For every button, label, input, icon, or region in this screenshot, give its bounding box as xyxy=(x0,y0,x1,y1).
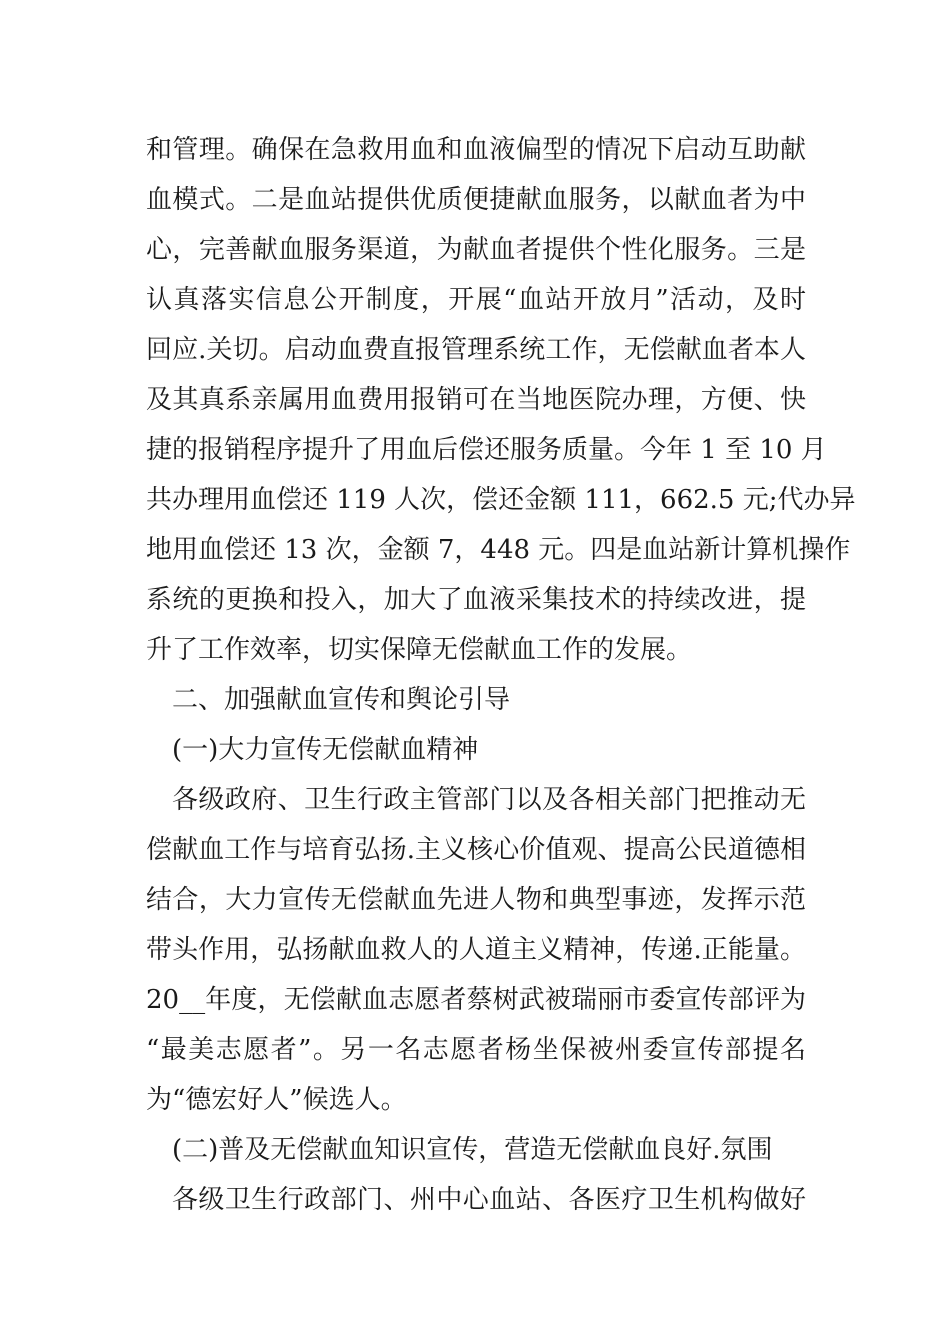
paragraph-line: 系统的更换和投入，加大了血液采集技术的持续改进，提 xyxy=(146,585,806,615)
paragraph-line: 共办理用血偿还 119 人次，偿还金额 111，662.5 元;代办异 xyxy=(146,485,856,515)
paragraph-line: 心，完善献血服务渠道，为献血者提供个性化服务。三是 xyxy=(146,235,806,265)
paragraph-line: 带头作用，弘扬献血救人的人道主义精神，传递.正能量。 xyxy=(146,935,806,965)
paragraph-line: 升了工作效率，切实保障无偿献血工作的发展。 xyxy=(146,635,693,665)
paragraph-line: 地用血偿还 13 次，金额 7，448 元。四是血站新计算机操作 xyxy=(146,535,851,565)
paragraph-line: 各级卫生行政部门、州中心血站、各医疗卫生机构做好 xyxy=(172,1185,806,1215)
paragraph-line: 20__年度，无偿献血志愿者蔡树武被瑞丽市委宣传部评为 xyxy=(146,985,806,1015)
subsection-heading: (二)普及无偿献血知识宣传，营造无偿献血良好.氛围 xyxy=(172,1135,773,1165)
paragraph-line: 各级政府、卫生行政主管部门以及各相关部门把推动无 xyxy=(172,785,806,815)
paragraph-line: 回应.关切。启动血费直报管理系统工作，无偿献血者本人 xyxy=(146,335,806,365)
paragraph-line: “最美志愿者”。另一名志愿者杨坐保被州委宣传部提名 xyxy=(146,1035,806,1065)
paragraph-line: 及其真系亲属用血费用报销可在当地医院办理，方便、快 xyxy=(146,385,806,415)
paragraph-line: 为“德宏好人”候选人。 xyxy=(146,1085,407,1115)
paragraph-line: 结合，大力宣传无偿献血先进人物和典型事迹，发挥示范 xyxy=(146,885,806,915)
paragraph-line: 认真落实信息公开制度，开展“血站开放月”活动，及时 xyxy=(146,285,806,315)
subsection-heading: (一)大力宣传无偿献血精神 xyxy=(172,735,479,765)
paragraph-line: 血模式。二是血站提供优质便捷献血服务，以献血者为中 xyxy=(146,185,806,215)
paragraph-line: 和管理。确保在急救用血和血液偏型的情况下启动互助献 xyxy=(146,135,806,165)
paragraph-line: 偿献血工作与培育弘扬.主义核心价值观、提高公民道德相 xyxy=(146,835,806,865)
section-heading: 二、加强献血宣传和舆论引导 xyxy=(172,685,511,715)
paragraph-line: 捷的报销程序提升了用血后偿还服务质量。今年 1 至 10 月 xyxy=(146,435,827,465)
